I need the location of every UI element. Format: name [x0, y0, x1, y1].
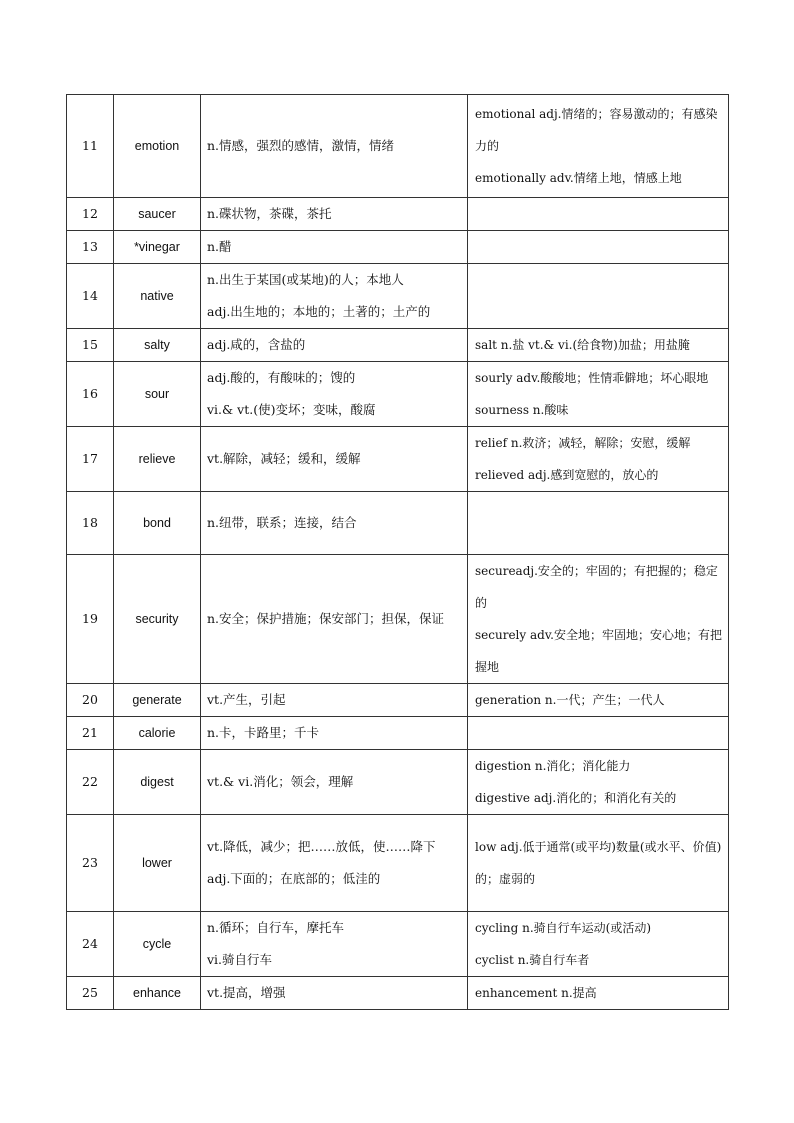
derivatives-cell: [468, 977, 729, 1010]
headword: generate: [114, 684, 201, 717]
definition-cell: [201, 912, 468, 977]
headword: saucer: [114, 198, 201, 231]
table-row: [67, 977, 729, 1010]
derivative-line: cycling n.骑自行车运动(或活动): [475, 921, 652, 935]
headword: bond: [114, 492, 201, 555]
definition-line: adj.咸的，含盐的: [207, 337, 306, 352]
headword: salty: [114, 329, 201, 362]
definition-line: vi.& vt.(使)变坏；变味，酸腐: [207, 402, 376, 417]
table-row: [67, 750, 729, 815]
headword: emotion: [114, 95, 201, 198]
row-number: 12: [67, 198, 114, 231]
definition-line: n.出生于某国(或某地)的人；本地人: [207, 272, 404, 287]
derivative-line: relieved adj.感到宽慰的，放心的: [475, 468, 659, 482]
headword: enhance: [114, 977, 201, 1010]
derivatives-cell: [468, 912, 729, 977]
derivative-line: emotionally adv.情绪上地，情感上地: [475, 171, 682, 185]
derivatives-cell: [468, 427, 729, 492]
derivatives-cell: [468, 555, 729, 684]
row-number: 18: [67, 492, 114, 555]
derivatives-cell: [468, 264, 729, 329]
derivative-line: relief n.救济；减轻，解除；安慰，缓解: [475, 436, 691, 450]
headword: sour: [114, 362, 201, 427]
headword: native: [114, 264, 201, 329]
row-number: 22: [67, 750, 114, 815]
derivatives-cell: [468, 750, 729, 815]
definition-line: adj.下面的；在底部的；低洼的: [207, 871, 381, 886]
table-row: [67, 329, 729, 362]
derivatives-cell: [468, 717, 729, 750]
derivative-line: digestion n.消化；消化能力: [475, 759, 631, 773]
table-row: [67, 684, 729, 717]
definition-cell: [201, 264, 468, 329]
derivative-line: cyclist n.骑自行车者: [475, 953, 590, 967]
definition-cell: [201, 815, 468, 912]
derivatives-cell: [468, 329, 729, 362]
row-number: 14: [67, 264, 114, 329]
derivative-line: low adj.低于通常(或平均)数量(或水平、价值)的；虚弱的: [475, 840, 722, 886]
row-number: 16: [67, 362, 114, 427]
row-number: 13: [67, 231, 114, 264]
row-number: 11: [67, 95, 114, 198]
table-row: [67, 362, 729, 427]
definition-line: n.卡，卡路里；千卡: [207, 725, 320, 740]
definition-line: n.情感，强烈的感情，激情，情绪: [207, 138, 395, 153]
table-row: [67, 912, 729, 977]
headword: security: [114, 555, 201, 684]
headword: relieve: [114, 427, 201, 492]
definition-line: vt.降低，减少；把……放低，使……降下: [207, 839, 436, 854]
derivative-line: emotional adj.情绪的；容易激动的；有感染力的: [475, 107, 718, 153]
table-row: [67, 815, 729, 912]
definition-cell: [201, 750, 468, 815]
derivative-line: sourly adv.酸酸地；性情乖僻地；坏心眼地: [475, 371, 709, 385]
derivative-line: sourness n.酸味: [475, 403, 569, 417]
headword: digest: [114, 750, 201, 815]
headword: cycle: [114, 912, 201, 977]
definition-line: n.纽带，联系；连接，结合: [207, 515, 357, 530]
table-row: [67, 427, 729, 492]
derivatives-cell: [468, 231, 729, 264]
row-number: 25: [67, 977, 114, 1010]
definition-line: n.碟状物，茶碟，茶托: [207, 206, 332, 221]
definition-line: adj.酸的，有酸味的；馊的: [207, 370, 356, 385]
derivatives-cell: [468, 198, 729, 231]
definition-line: n.循环；自行车，摩托车: [207, 920, 345, 935]
headword: *vinegar: [114, 231, 201, 264]
table-row: [67, 717, 729, 750]
table-row: [67, 492, 729, 555]
derivative-line: generation n.一代；产生；一代人: [475, 693, 665, 707]
row-number: 19: [67, 555, 114, 684]
definition-cell: [201, 95, 468, 198]
headword: calorie: [114, 717, 201, 750]
definition-cell: [201, 492, 468, 555]
derivatives-cell: [468, 815, 729, 912]
definition-line: vt.解除，减轻；缓和，缓解: [207, 451, 361, 466]
definition-line: n.安全；保护措施；保安部门；担保，保证: [207, 611, 445, 626]
table-row: [67, 198, 729, 231]
headword: lower: [114, 815, 201, 912]
derivative-line: enhancement n.提高: [475, 986, 597, 1000]
definition-cell: [201, 684, 468, 717]
derivatives-cell: [468, 492, 729, 555]
row-number: 15: [67, 329, 114, 362]
definition-line: n.醋: [207, 239, 232, 254]
table-row: [67, 555, 729, 684]
row-number: 24: [67, 912, 114, 977]
derivative-line: digestive adj.消化的；和消化有关的: [475, 791, 677, 805]
table-row: [67, 95, 729, 198]
definition-cell: [201, 717, 468, 750]
definition-cell: [201, 362, 468, 427]
derivatives-cell: [468, 684, 729, 717]
derivative-line: secureadj.安全的；牢固的；有把握的；稳定的: [475, 564, 718, 610]
definition-line: vt.产生，引起: [207, 692, 286, 707]
row-number: 21: [67, 717, 114, 750]
definition-line: vt.& vi.消化；领会，理解: [207, 774, 354, 789]
row-number: 20: [67, 684, 114, 717]
vocabulary-table: [66, 94, 729, 1010]
definition-cell: [201, 231, 468, 264]
derivatives-cell: [468, 362, 729, 427]
derivatives-cell: [468, 95, 729, 198]
row-number: 23: [67, 815, 114, 912]
definition-cell: [201, 427, 468, 492]
definition-line: adj.出生地的；本地的；土著的；土产的: [207, 304, 431, 319]
derivative-line: salt n.盐 vt.& vi.(给食物)加盐；用盐腌: [475, 338, 690, 352]
definition-line: vt.提高，增强: [207, 985, 286, 1000]
definition-cell: [201, 198, 468, 231]
table-row: [67, 231, 729, 264]
row-number: 17: [67, 427, 114, 492]
definition-cell: [201, 555, 468, 684]
definition-line: vi.骑自行车: [207, 952, 273, 967]
definition-cell: [201, 329, 468, 362]
definition-cell: [201, 977, 468, 1010]
derivative-line: securely adv.安全地；牢固地；安心地；有把握地: [475, 628, 722, 674]
table-row: [67, 264, 729, 329]
